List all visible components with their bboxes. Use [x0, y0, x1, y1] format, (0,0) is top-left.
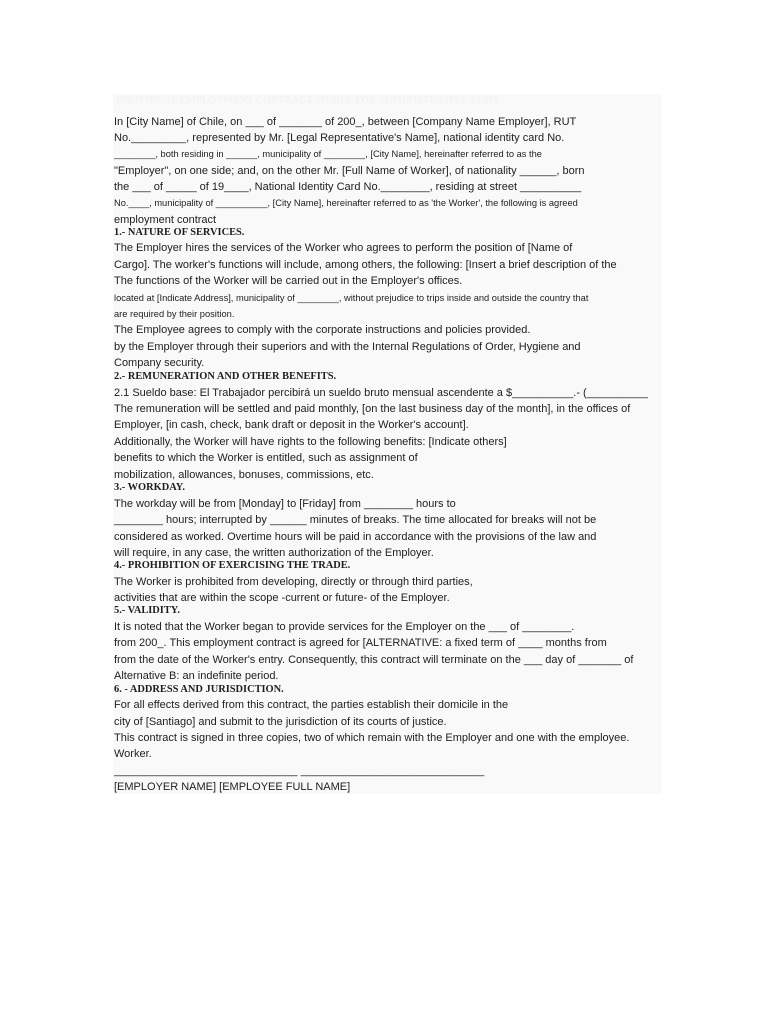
section-line: Alternative B: an indefinite period.: [114, 670, 279, 682]
section-heading-remuneration: 2.- REMUNERATION AND OTHER BENEFITS.: [114, 371, 337, 382]
intro-line: the ___ of _____ of 19____, National Identity Card No.________, residing at street __________: [114, 181, 582, 193]
intro-line: ________, both residing in ______, municipality of ________, [City Name], hereinafter referred to as the: [114, 149, 542, 159]
intro-line: "Employer", on one side; and, on the other Mr. [Full Name of Worker], of nationality ______, born: [114, 165, 585, 177]
section-line: The workday will be from [Monday] to [Friday] from ________ hours to: [114, 498, 456, 510]
section-line: from the date of the Worker's entry. Consequently, this contract will terminate on the ___ day of _______ of: [114, 654, 634, 666]
section-line: The Employer hires the services of the Worker who agrees to perform the position of [Name of: [114, 242, 573, 254]
section-line: by the Employer through their superiors and with the Internal Regulations of Order, Hygiene and: [114, 341, 581, 353]
section-line: city of [Santiago] and submit to the jurisdiction of its courts of justice.: [114, 716, 447, 728]
section-line: from 200_. This employment contract is agreed for [ALTERNATIVE: a fixed term of ____ months from: [114, 637, 607, 649]
intro-line: employment contract: [114, 214, 217, 226]
section-line: activities that are within the scope -current or future- of the Employer.: [114, 592, 450, 604]
document-title: INDIVIDUAL EMPLOYMENT CONTRACT MODEL FOR ADMINISTRATIVE STAFF: [116, 95, 501, 106]
section-line: This contract is signed in three copies, two of which remain with the Employer and one with the employee.: [114, 732, 630, 744]
section-line: located at [Indicate Address], municipality of ________, without prejudice to trips inside and outside the country that: [114, 293, 589, 303]
section-heading-address-jurisdiction: 6. - ADDRESS AND JURISDICTION.: [114, 684, 284, 695]
section-heading-workday: 3.- WORKDAY.: [114, 482, 185, 493]
section-heading-validity: 5.- VALIDITY.: [114, 605, 180, 616]
section-line: benefits to which the Worker is entitled, such as assignment of: [114, 452, 418, 464]
section-heading-prohibition: 4.- PROHIBITION OF EXERCISING THE TRADE.: [114, 560, 351, 571]
section-line: The Employee agrees to comply with the corporate instructions and policies provided.: [114, 324, 531, 336]
section-line: ________ hours; interrupted by ______ minutes of breaks. The time allocated for breaks will not be: [114, 514, 597, 526]
section-line: For all effects derived from this contract, the parties establish their domicile in the: [114, 699, 509, 711]
signature-line: ______________________________ ______________________________: [114, 765, 485, 777]
section-line: Employer, [in cash, check, bank draft or deposit in the Worker's account].: [114, 419, 469, 431]
section-line: considered as worked. Overtime hours will be paid in accordance with the provisions of the law and: [114, 531, 597, 543]
intro-line: No.____, municipality of __________, [City Name], hereinafter referred to as 'the Worker', the following is agreed: [114, 198, 578, 208]
section-line: Cargo]. The worker's functions will include, among others, the following: [Insert a brief description of the: [114, 259, 617, 271]
section-line: The functions of the Worker will be carried out in the Employer's offices.: [114, 275, 463, 287]
signature-names: [EMPLOYER NAME] [EMPLOYEE FULL NAME]: [114, 781, 351, 793]
section-line: Company security.: [114, 357, 205, 369]
section-line: The remuneration will be settled and paid monthly, [on the last business day of the month], in the offices of: [114, 403, 631, 415]
section-line: are required by their position.: [114, 309, 235, 319]
section-line: mobilization, allowances, bonuses, commissions, etc.: [114, 469, 374, 481]
section-line: The Worker is prohibited from developing, directly or through third parties,: [114, 576, 473, 588]
section-line: will require, in any case, the written authorization of the Employer.: [114, 547, 434, 559]
section-line: It is noted that the Worker began to provide services for the Employer on the ___ of ________.: [114, 621, 575, 633]
section-line: Worker.: [114, 748, 152, 760]
section-line: Additionally, the Worker will have rights to the following benefits: [Indicate others]: [114, 436, 507, 448]
intro-line: In [City Name] of Chile, on ___ of _______ of 200_, between [Company Name Employer], RUT: [114, 116, 577, 128]
intro-line: No._________, represented by Mr. [Legal Representative's Name], national identity card No.: [114, 132, 565, 144]
section-heading-nature-of-services: 1.- NATURE OF SERVICES.: [114, 227, 245, 238]
section-line: 2.1 Sueldo base: El Trabajador percibirá un sueldo bruto mensual ascendente a $__________.- (__________: [114, 387, 648, 399]
